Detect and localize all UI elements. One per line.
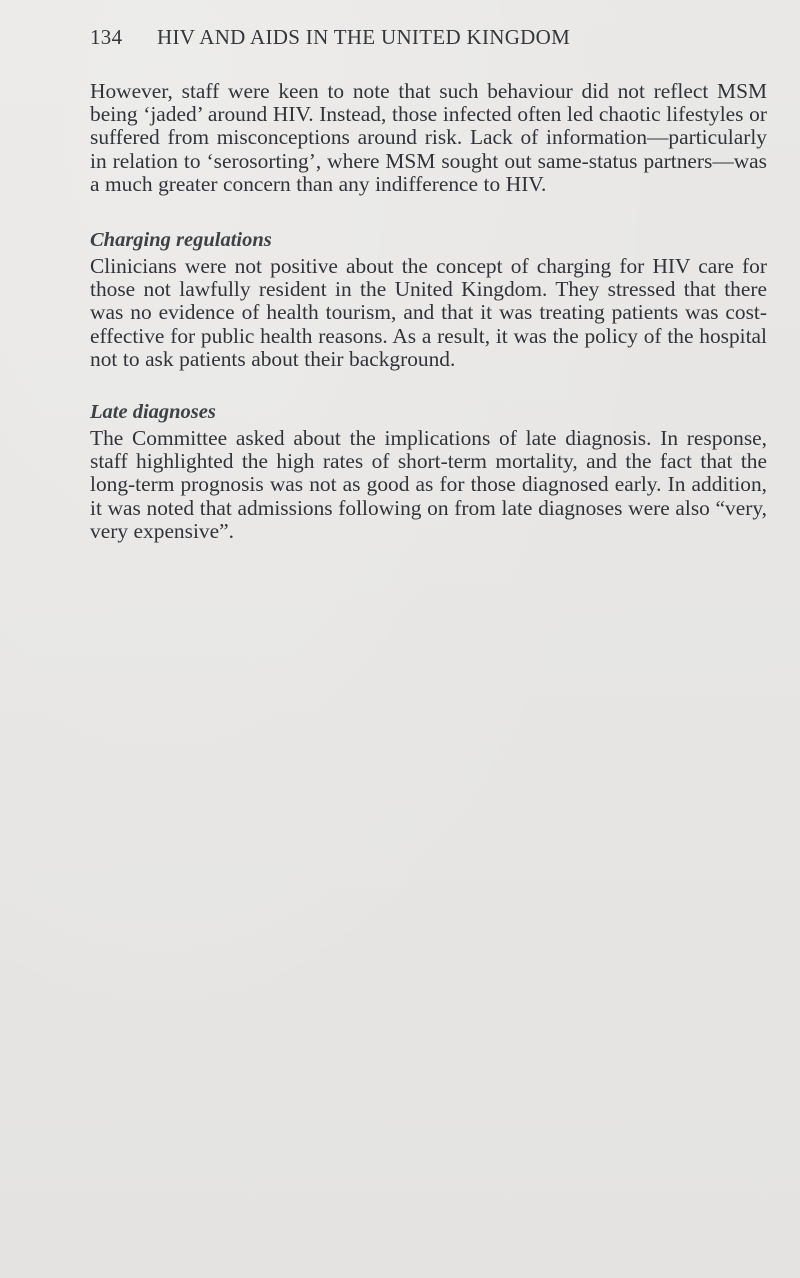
section-heading-late-diagnoses: Late diagnoses bbox=[90, 401, 216, 424]
paragraph-charging-regulations: Clinicians were not positive about the concept of charging for HIV care for those not lawfully resident in the United Kingdom. They stressed that there was no evidence of health tourism, and that it was treating patients was cost-effective for public health reasons. As a result, it was the policy of the hospital not to ask patients about their background. bbox=[90, 254, 767, 371]
running-header bbox=[90, 22, 770, 52]
paragraph-late-diagnoses: The Committee asked about the implications of late diagnosis. In response, staff highlighted the high rates of short-term mortality, and the fact that the long-term prognosis was not as good as for those diagnosed early. In addition, it was noted that admissions following on from late diagnoses were also “very, very expensive”. bbox=[90, 426, 767, 543]
body-text bbox=[90, 80, 767, 543]
paragraph-msm-attitudes: However, staff were keen to note that such behaviour did not reflect MSM being ‘jaded’ around HIV. Instead, those infected often led chaotic lifestyles or suffered from misconceptions around risk. Lack of information—particularly in relation to ‘serosorting’, where MSM sought out same-status partners—was a much greater concern than any indifference to HIV. bbox=[90, 79, 767, 196]
page-number: 134 bbox=[90, 25, 123, 49]
section-heading-charging-regulations: Charging regulations bbox=[90, 229, 272, 252]
running-title: HIV AND AIDS IN THE UNITED KINGDOM bbox=[157, 25, 571, 49]
